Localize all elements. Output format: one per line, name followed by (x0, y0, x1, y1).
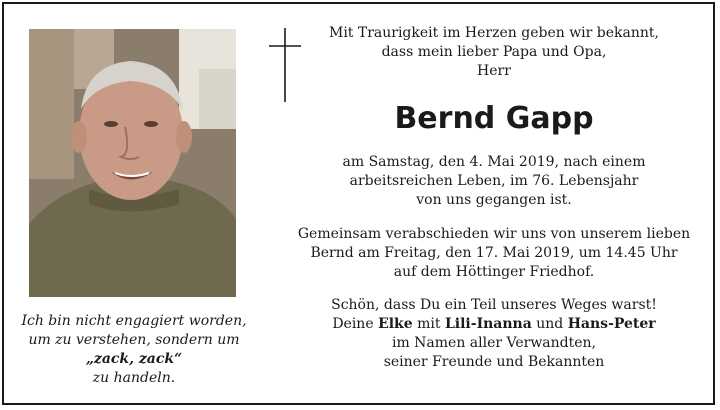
announcement-text (274, 24, 714, 372)
quote-line: Ich bin nicht engagiert worden, (21, 313, 247, 329)
family-mit: mit (412, 316, 445, 332)
death-line: am Samstag, den 4. Mai 2019, nach einem (342, 154, 646, 170)
family-und: und (531, 316, 568, 332)
intro-line: Mit Traurigkeit im Herzen geben wir bekannt, (328, 25, 659, 41)
intro-line: dass mein lieber Papa und Opa, (381, 44, 607, 60)
portrait-photo (29, 29, 236, 297)
funeral-line: Bernd am Freitag, den 17. Mai 2019, um 14.45 Uhr (310, 245, 678, 261)
quote-line: „zack, zack“ (85, 351, 183, 367)
deceased-name: Bernd Gapp (394, 101, 594, 136)
intro-line: Herr (477, 63, 511, 79)
family-name-elke: Elke (378, 316, 413, 332)
quote-line: um zu verstehen, sondern um (28, 332, 240, 348)
family-name-lili: Lili-Inanna (444, 316, 532, 332)
funeral-line: Gemeinsam verabschieden wir uns von unserem lieben (297, 226, 691, 242)
family-line (274, 315, 714, 334)
quote-line: zu handeln. (92, 370, 176, 386)
relatives-line: seiner Freunde und Bekannten (383, 354, 605, 370)
family-prefix: Deine (332, 316, 379, 332)
closing-line: Schön, dass Du ein Teil unseres Weges warst! (331, 297, 657, 313)
relatives-line: im Namen aller Verwandten, (391, 335, 597, 351)
death-line: von uns gegangen ist. (416, 192, 572, 208)
quote-block (10, 312, 258, 388)
death-line: arbeitsreichen Leben, im 76. Lebensjahr (349, 173, 639, 189)
family-name-hans: Hans-Peter (567, 316, 656, 332)
obituary-notice (2, 2, 715, 405)
funeral-line: auf dem Höttinger Friedhof. (393, 264, 595, 280)
